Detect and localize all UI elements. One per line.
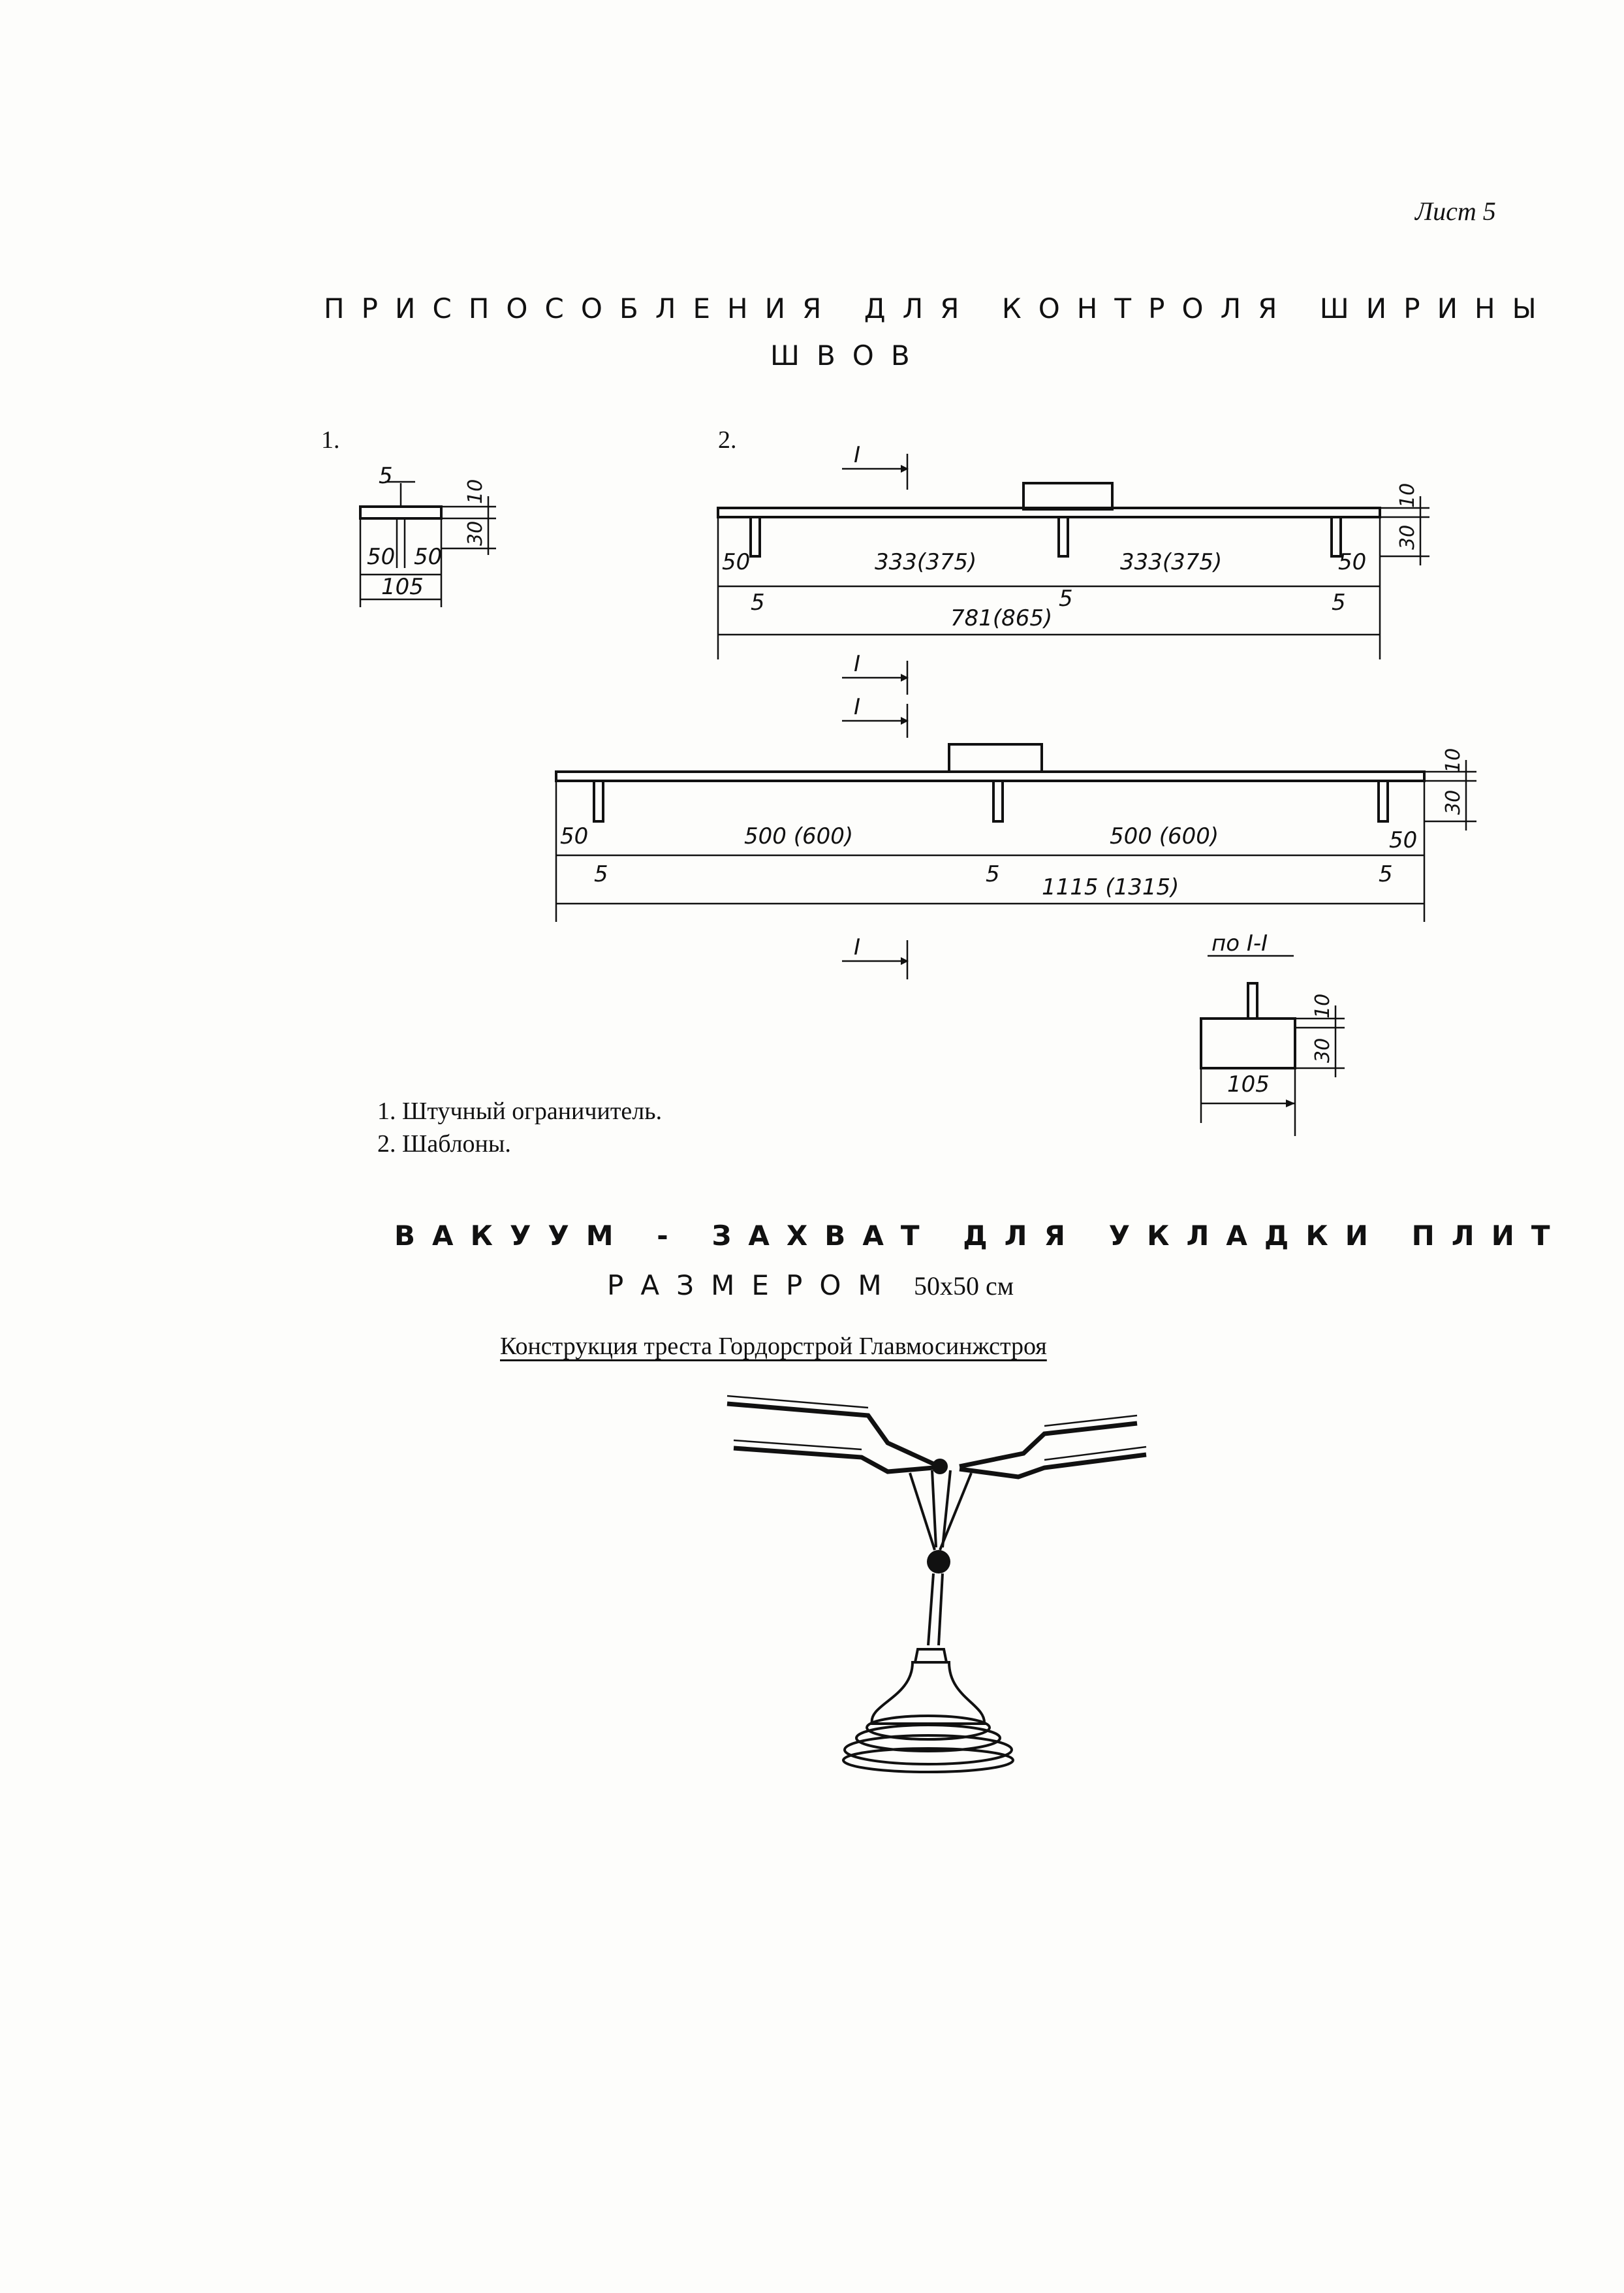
large-dim-span2: 500 (600) [1110, 823, 1219, 849]
small-cut-mark-top: I [854, 442, 861, 468]
large-dim-pin2: 5 [986, 861, 1000, 887]
legend-item-2: 2. Шаблоны. [377, 1130, 511, 1158]
large-dim-pin1: 5 [594, 861, 608, 887]
section-view-label: по I-I [1211, 930, 1268, 957]
figure1-label: 1. [321, 426, 340, 454]
large-dim-top: 10 [1442, 748, 1465, 773]
sheet-label: Лист 5 [1415, 197, 1496, 226]
small-dim-pin3: 5 [1332, 590, 1346, 616]
section2-title-line2: РАЗМЕРОМ [607, 1269, 899, 1301]
small-dim-height: 30 [1396, 524, 1419, 550]
fig1-dim-gap: 5 [379, 463, 393, 489]
section1-title-line1: ПРИСПОСОБЛЕНИЯ ДЛЯ КОНТРОЛЯ ШИРИНЫ [324, 293, 1554, 324]
section2-size: 50х50 см [914, 1271, 1014, 1301]
small-dim-span2: 333(375) [1120, 549, 1223, 575]
figure2-template-small [718, 442, 1429, 695]
section-dim-top: 10 [1311, 993, 1334, 1019]
large-dim-span1: 500 (600) [744, 823, 854, 849]
large-cut-mark-bottom: I [854, 934, 861, 960]
figure2-template-large [556, 694, 1476, 979]
section-dim-height: 30 [1311, 1037, 1334, 1063]
small-cut-mark-bottom: I [854, 651, 861, 677]
small-dim-total: 781(865) [950, 605, 1053, 631]
small-dim-end-left: 50 [722, 549, 751, 575]
large-dim-pin3: 5 [1379, 861, 1393, 887]
fig1-dim-right: 50 [414, 544, 443, 570]
section-view [1201, 930, 1345, 1136]
fig1-dim-top: 10 [464, 479, 487, 504]
small-dim-pin1: 5 [751, 590, 765, 616]
small-dim-end-right: 50 [1338, 549, 1367, 575]
small-dim-pin2: 5 [1059, 586, 1073, 612]
large-dim-height: 30 [1442, 789, 1465, 815]
large-dim-total: 1115 (1315) [1042, 874, 1179, 900]
fig1-dim-left: 50 [367, 544, 396, 570]
vacuum-gripper-illustration [727, 1396, 1146, 1772]
legend-item-1: 1. Штучный ограничитель. [377, 1098, 663, 1125]
section2-caption: Конструкция треста Гордорстрой Главмосинжстроя [500, 1333, 1047, 1360]
small-dim-top: 10 [1396, 482, 1419, 508]
section-dim-width: 105 [1227, 1071, 1270, 1098]
large-dim-end-left: 50 [560, 823, 589, 849]
figure1-piece-limiter [360, 463, 496, 607]
small-dim-span1: 333(375) [875, 549, 977, 575]
figure2-label: 2. [718, 426, 737, 454]
section2-title-line1: ВАКУУМ - ЗАХВАТ ДЛЯ УКЛАДКИ ПЛИТ [394, 1220, 1567, 1252]
fig1-dim-total: 105 [381, 574, 424, 600]
section1-title-line2: ШВОВ [770, 340, 927, 372]
fig1-dim-height: 30 [464, 520, 487, 546]
large-dim-end-right: 50 [1389, 827, 1418, 853]
large-cut-mark-top: I [854, 694, 861, 720]
